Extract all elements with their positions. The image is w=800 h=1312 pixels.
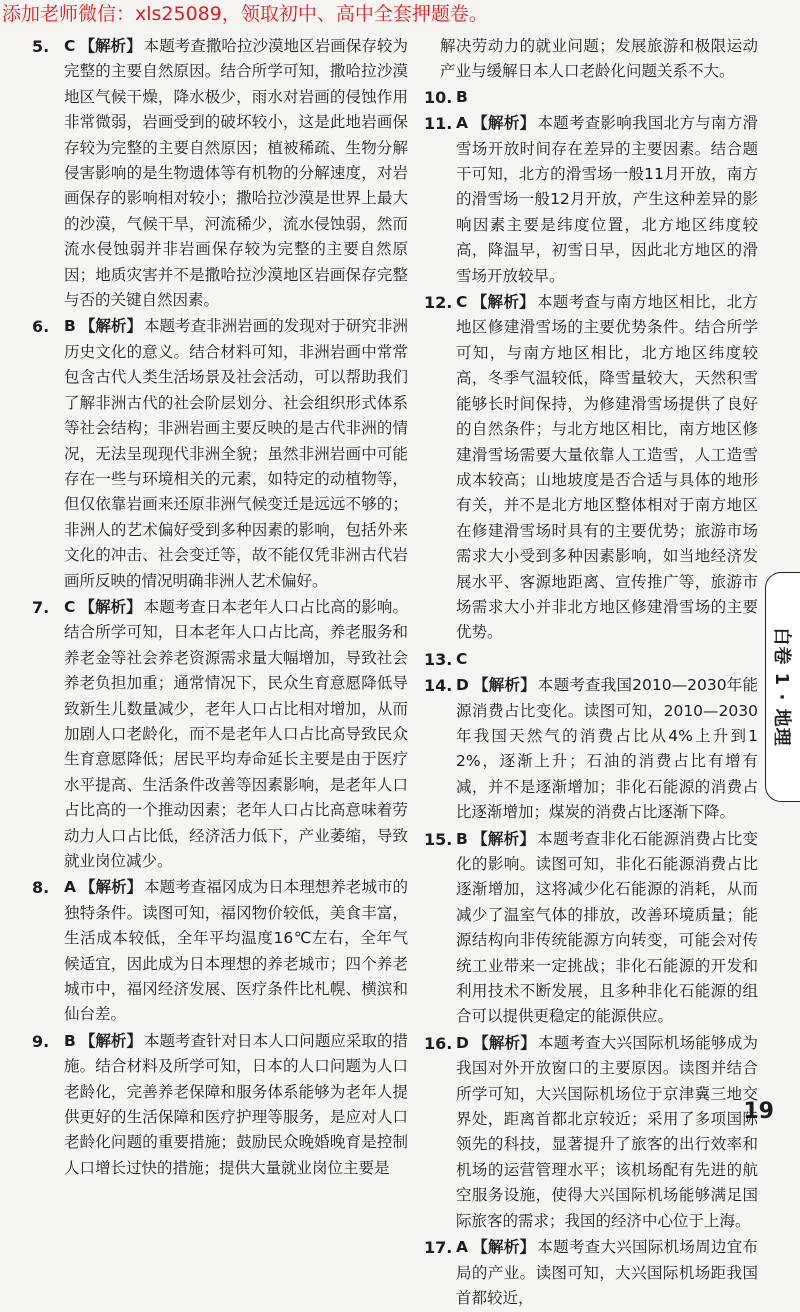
item-number: 12. <box>424 293 453 313</box>
continued-text: 解决劳动力的就业问题；发展旅游和极限运动产业与缓解日本人口老龄化问题关系不大。 <box>440 37 758 81</box>
answer-letter: A <box>456 114 468 133</box>
answer-item-9 <box>30 1029 408 1181</box>
analysis-text: 本题考查大兴国际机场能够成为我国对外开放窗口的主要原因。读图并结合所学可知，大兴国际机场位于京津冀三地交界处，距离首都北京较近；采用了多项国际领先的科技，显著提升了旅客的出行效率和机场的运营管理水平；该机场配有先进的航空服务设施，使得大兴国际机场能够满足国际旅客的需求；我国的经济中心位于上海。 <box>456 1033 758 1230</box>
answer-item-14 <box>422 673 758 825</box>
answer-item-17 <box>422 1235 758 1311</box>
promo-banner: 添加老师微信：xls25089，领取初中、高中全套押题卷。 <box>2 3 488 25</box>
answer-letter: D <box>456 1033 469 1052</box>
answer-item-12 <box>422 290 758 646</box>
item-number: 6. <box>32 317 50 337</box>
answer-item-7 <box>30 595 408 874</box>
answer-item-5 <box>30 34 408 313</box>
answer-letter: D <box>456 676 469 695</box>
page-number: 19 <box>743 1099 774 1124</box>
answer-item-6 <box>30 314 408 593</box>
analysis-text: 本题考查撒哈拉沙漠地区岩画保存较为完整的主要自然原因。结合所学可知，撒哈拉沙漠地区气候干燥，降水极少，雨水对岩画的侵蚀作用非常微弱，岩画受到的破坏较小，这是此地岩画保存较为完整的主要自然原因；植被稀疏、生物分解侵害影响的是生物遗体等有机物的分解速度，对岩画保存的影响相对较小；撒哈拉沙漠是世界上最大的沙漠，气候干旱，河流稀少，流水侵蚀弱，然而流水侵蚀弱并非岩画保存较为完整的主要自然原因；地质灾害并不是撒哈拉沙漠地区岩画保存完整与否的关键自然因素。 <box>64 37 408 310</box>
right-column <box>422 34 758 1312</box>
item-number: 15. <box>424 829 453 849</box>
answer-letter: A <box>64 878 76 897</box>
analysis-tag: 【解析】 <box>79 37 142 55</box>
analysis-text: 本题考查我国2010—2030年能源消费占比变化。读图可知，2010—2030年我国天然气的消费占比从4%上升到12%，逐渐上升；石油的消费占比有增有减，并不是逐渐增加；非化石能源的消费占比逐渐增加；煤炭的消费占比逐渐下降。 <box>456 676 758 822</box>
side-tab-label: 白卷 1 · 地理 <box>771 627 792 747</box>
answer-letter: B <box>456 829 468 848</box>
answer-letter: B <box>64 317 76 336</box>
analysis-tag: 【解析】 <box>472 1238 536 1257</box>
analysis-tag: 【解析】 <box>472 114 536 133</box>
item-number: 10. <box>424 87 453 107</box>
analysis-text: 本题考查日本老年人口占比高的影响。结合所学可知，日本老年人口占比高，养老服务和养老金等社会养老资源需求量大幅增加，导致社会养老负担加重；通常情况下，民众生育意愿降低导致新生儿数量减少，老年人口占比相对增加，从而加剧人口老龄化，而不是老年人口占比高导致民众生育意愿降低；居民平均寿命延长主要是由于医疗水平提高、生活条件改善等因素影响，是老年人口占比高的一个推动因素；老年人口占比高意味着劳动力人口占比低，经济活力低下，产业萎缩，导致就业岗位减少。 <box>64 597 408 870</box>
answer-letter: C <box>456 649 468 668</box>
analysis-tag: 【解析】 <box>471 829 536 848</box>
analysis-text: 本题考查福冈成为日本理想养老城市的独特条件。读图可知，福冈物价较低，美食丰富，生活成本较低，全年平均温度16℃左右，全年气候适宜，因此成为日本理想的养老城市；四个养老城市中，福冈经济发展、医疗条件比札幌、横滨和仙台差。 <box>64 878 408 1024</box>
analysis-text: 本题考查针对日本人口问题应采取的措施。结合材料及所学可知，日本的人口问题为人口老龄化，完善养老保障和服务体系能够为老年人提供更好的生活保障和医疗护理等服务，是应对人口老龄化问题的重要措施；鼓励民众晚婚晚育是控制人口增长过快的措施；提供大量就业岗位主要是 <box>64 1031 408 1177</box>
analysis-text: 本题考查非化石能源消费占比变化的影响。读图可知，非化石能源消费占比逐渐增加，这将减少化石能源的消耗，从而减少了温室气体的排放，改善环境质量；能源结构向非传统能源方向转变，可能会对传统工业带来一定挑战；非化石能源的开发和利用技术不断发展，且多种非化石能源的组合可以提供更稳定的能源供应。 <box>456 829 758 1026</box>
analysis-tag: 【解析】 <box>80 878 143 897</box>
answer-letter: B <box>64 1031 76 1050</box>
answer-letter: C <box>456 293 468 312</box>
answer-item-16 <box>422 1031 758 1234</box>
item-number: 16. <box>424 1033 453 1053</box>
analysis-tag: 【解析】 <box>79 317 142 336</box>
analysis-tag: 【解析】 <box>472 1033 537 1052</box>
analysis-text: 本题考查非洲岩画的发现对于研究非洲历史文化的意义。结合材料可知，非洲岩画中常常包含古代人类生活场景及社会活动，可以帮助我们了解非洲古代的社会阶层划分、社会组织形式体系等社会结构；非洲岩画主要反映的是古代非洲的情况，无法呈现现代非洲全貌；虽然非洲岩画中可能存在一些与环境相关的元素，如特定的动植物等，但仅依靠岩画来还原非洲气候变迁是远远不够的；非洲人的艺术偏好受到多种因素的影响，包括外来文化的冲击、社会变迁等，故不能仅凭非洲古代岩画所反映的情况明确非洲人艺术偏好。 <box>64 317 408 590</box>
analysis-text: 本题考查影响我国北方与南方滑雪场开放时间存在差异的主要因素。结合题干可知，北方的滑雪场一般11月开放，南方的滑雪场一般12月开放，产生这种差异的影响因素主要是纬度位置，北方地区纬度较高，降温早，初雪日早，因此北方地区的滑雪场开放较早。 <box>456 114 758 285</box>
analysis-tag: 【解析】 <box>79 1031 142 1050</box>
item-number: 11. <box>424 114 453 134</box>
answer-letter: B <box>456 87 468 106</box>
item-number: 5. <box>32 37 50 56</box>
item-number: 9. <box>32 1031 50 1051</box>
item-number: 8. <box>32 878 50 898</box>
analysis-tag: 【解析】 <box>471 293 535 312</box>
answer-item-15 <box>422 827 758 1030</box>
answer-letter: A <box>456 1238 468 1257</box>
left-column <box>30 34 408 1182</box>
answer-item-8 <box>30 875 408 1027</box>
analysis-text: 本题考查大兴国际机场周边宜布局的产业。读图可知，大兴国际机场距我国首都较近， <box>456 1238 758 1307</box>
item-number: 13. <box>424 649 453 669</box>
analysis-tag: 【解析】 <box>472 676 536 695</box>
answer-item-11 <box>422 111 758 289</box>
analysis-tag: 【解析】 <box>79 597 142 616</box>
answer-letter: C <box>64 37 76 55</box>
answer-item-10 <box>422 85 758 110</box>
item-number: 14. <box>424 676 453 696</box>
item-number: 7. <box>32 597 50 617</box>
answer-item-13 <box>422 647 758 672</box>
item-number: 17. <box>424 1238 453 1258</box>
analysis-text: 本题考查与南方地区相比，北方地区修建滑雪场的主要优势条件。结合所学可知，与南方地区相比，北方地区纬度较高，冬季气温较低，降雪量较大，天然积雪能够长时间保持，为修建滑雪场提供了良好的自然条件；与北方地区相比，南方地区修建滑雪场需要大量依靠人工造雪，人工造雪成本较高；山地坡度是否合适与具体的地形有关，并不是北方地区整体相对于南方地区在修建滑雪场时具有的主要优势；旅游市场需求大小受到多种因素影响，如当地经济发展水平、客源地距离、宣传推广等，旅游市场需求大小并非北方地区修建滑雪场的主要优势。 <box>456 293 758 642</box>
section-side-tab <box>765 572 800 802</box>
answer-letter: C <box>64 597 76 616</box>
